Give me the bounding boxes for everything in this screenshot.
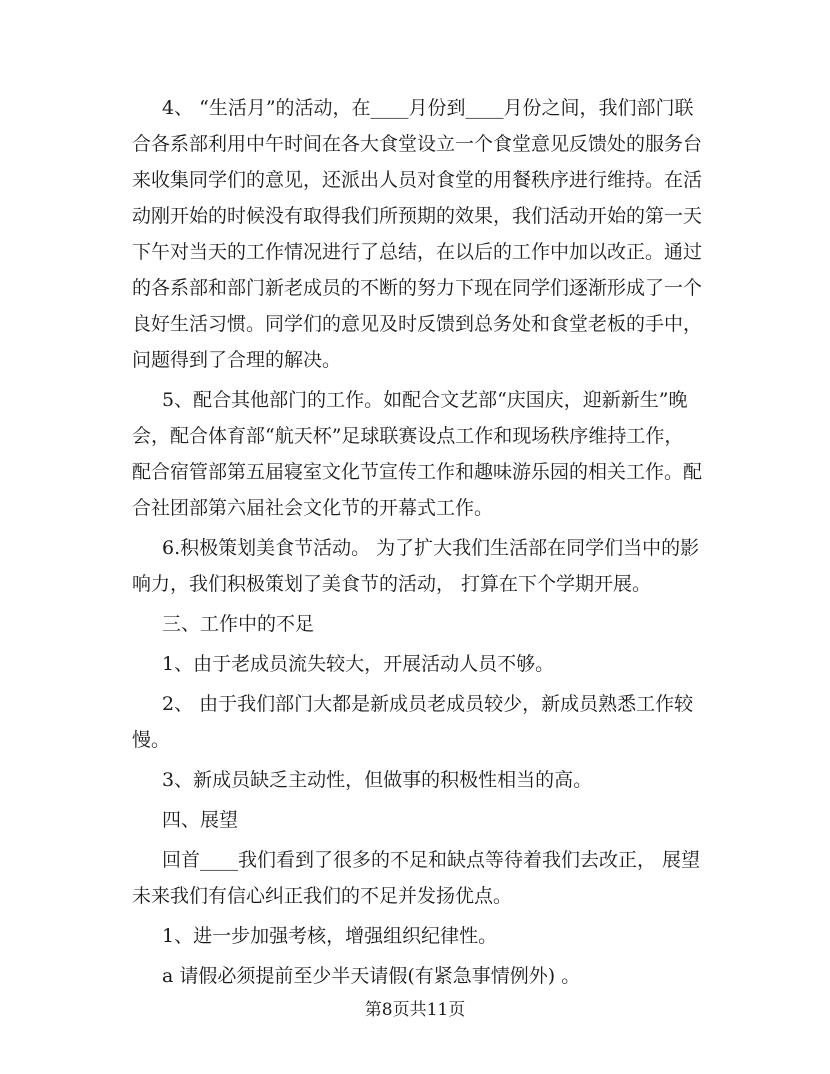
text-line: 慢。 <box>132 729 171 751</box>
text-line: 1、由于老成员流失较大，开展活动人员不够。 <box>162 653 555 675</box>
text-line: a 请假必须提前至少半天请假(有紧急事情例外) 。 <box>162 965 581 987</box>
text-line: 回首____我们看到了很多的不足和缺点等待着我们去改正， 展望 <box>162 849 701 871</box>
text-line: 3、新成员缺乏主动性，但做事的积极性相当的高。 <box>162 769 593 791</box>
text-line: 4、 “生活月”的活动，在____月份到____月份之间，我们部门联 <box>162 97 694 119</box>
text-line: 合社团部第六届社会文化节的开幕式工作。 <box>132 497 494 519</box>
section-heading: 三、工作中的不足 <box>162 613 315 635</box>
text-line: 6.积极策划美食节活动。 为了扩大我们生活部在同学们当中的影 <box>162 537 700 559</box>
page-number: 第8页共11页 <box>364 1000 466 1020</box>
text-line: 5、配合其他部门的工作。如配合文艺部“庆国庆，迎新新生”晚 <box>162 389 688 411</box>
text-line: 来收集同学们的意见，还派出人员对食堂的用餐秩序进行维持。在活 <box>132 169 703 191</box>
text-line: 下午对当天的工作情况进行了总结，在以后的工作中加以改正。通过 <box>132 241 703 263</box>
text-line: 1、进一步加强考核，增强组织纪律性。 <box>162 925 498 947</box>
text-line: 配合宿管部第五届寝室文化节宣传工作和趣味游乐园的相关工作。配 <box>132 461 703 483</box>
text-line: 响力，我们积极策划了美食节的活动， 打算在下个学期开展。 <box>132 573 652 595</box>
text-line: 2、 由于我们部门大都是新成员老成员较少，新成员熟悉工作较 <box>162 693 694 715</box>
text-line: 的各系部和部门新老成员的不断的努力下现在同学们逐渐形成了一个 <box>132 277 703 299</box>
text-line: 动刚开始的时候没有取得我们所预期的效果，我们活动开始的第一天 <box>132 205 703 227</box>
text-line: 问题得到了合理的解决。 <box>132 349 342 371</box>
text-line: 良好生活习惯。同学们的意见及时反馈到总务处和食堂老板的手中， <box>132 313 703 335</box>
text-line: 合各系部利用中午时间在各大食堂设立一个食堂意见反馈处的服务台 <box>132 133 703 155</box>
text-line: 未来我们有信心纠正我们的不足并发扬优点。 <box>132 885 513 907</box>
section-heading: 四、展望 <box>162 809 239 831</box>
text-line: 会，配合体育部“航天杯”足球联赛设点工作和现场秩序维持工作， <box>132 425 684 447</box>
